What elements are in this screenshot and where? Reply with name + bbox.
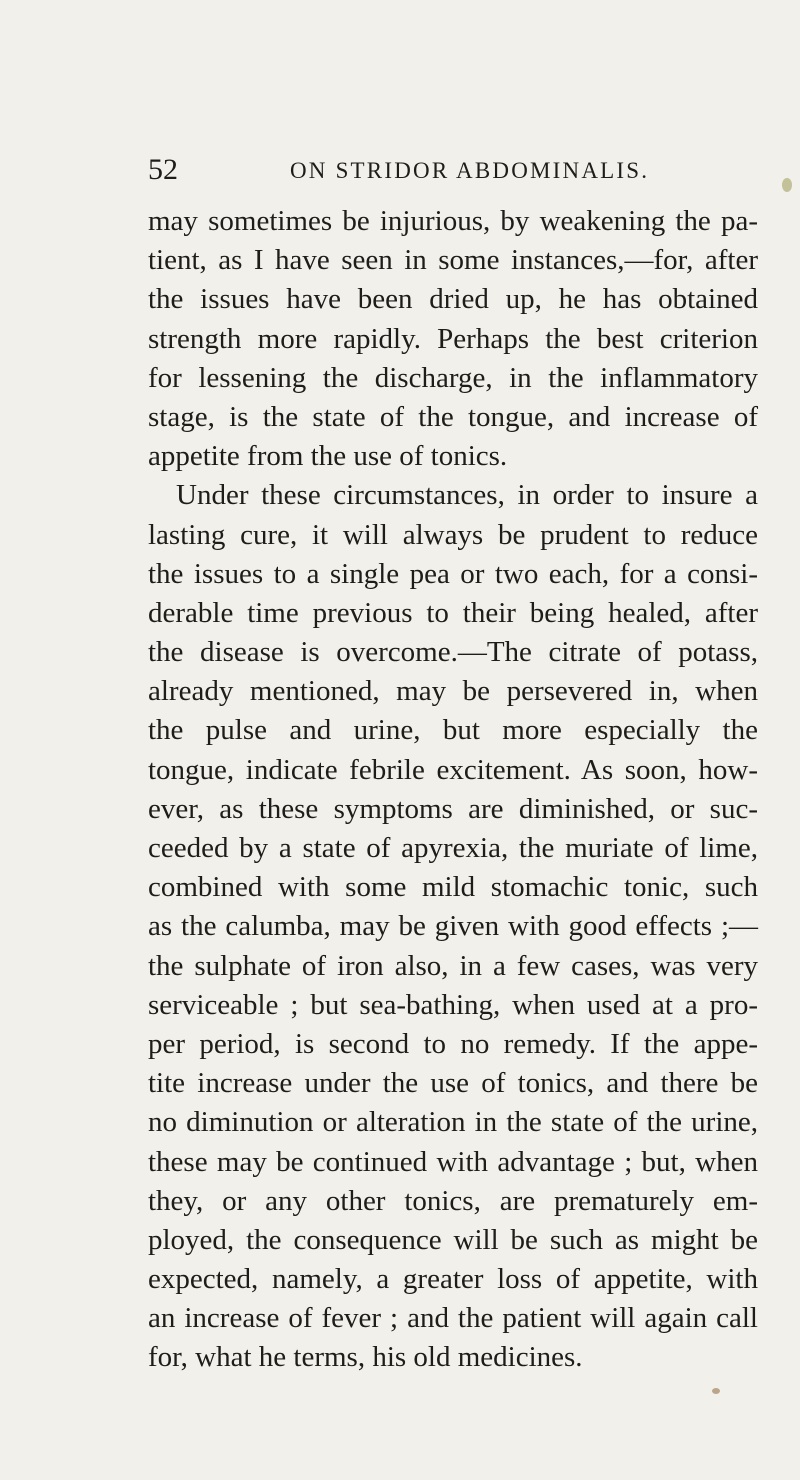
text-line: appetite from the use of tonics.	[148, 440, 508, 473]
paper-stain	[782, 178, 792, 192]
text-line: no diminution or alteration in the state of the urine,	[148, 1106, 758, 1139]
text-line: Under these circumstances, in order to insure a	[176, 479, 758, 512]
text-line: stage, is the state of the tongue, and increase of	[148, 400, 758, 433]
text-line: combined with some mild stomachic tonic, such	[148, 871, 758, 904]
text-line: the issues have been dried up, he has obtained	[148, 283, 758, 316]
text-line: the pulse and urine, but more especially the	[148, 714, 758, 747]
text-line: the issues to a single pea or two each, for a consi-	[148, 557, 758, 590]
text-line: ceeded by a state of apyrexia, the muriate of lime,	[148, 832, 758, 864]
text-line: the disease is overcome.—The citrate of potass,	[148, 636, 758, 669]
text-line: for, what he terms, his old medicines.	[148, 1341, 583, 1374]
running-head: ON STRIDOR ABDOMINALIS.	[290, 158, 650, 183]
text-line: lasting cure, it will always be prudent to reduce	[148, 518, 758, 551]
page-number: 52	[148, 153, 178, 186]
text-line: ever, as these symptoms are diminished, or suc-	[148, 792, 758, 825]
body-text	[148, 202, 758, 1378]
text-line: strength more rapidly. Perhaps the best criterion	[148, 322, 758, 355]
text-line: may sometimes be injurious, by weakening the pa-	[148, 205, 758, 237]
text-line: they, or any other tonics, are prematurely em-	[148, 1184, 758, 1217]
text-line: an increase of fever ; and the patient will again call	[148, 1302, 758, 1335]
page-header	[148, 150, 768, 190]
text-line: ployed, the consequence will be such as might be	[148, 1223, 758, 1256]
text-line: already mentioned, may be persevered in, when	[148, 675, 758, 708]
text-line: tite increase under the use of tonics, and there be	[148, 1067, 758, 1100]
text-line: as the calumba, may be given with good effects ;—	[148, 910, 758, 943]
paper-stain	[712, 1388, 720, 1394]
text-line: expected, namely, a greater loss of appetite, with	[148, 1263, 758, 1296]
text-line: these may be continued with advantage ; but, when	[148, 1145, 758, 1178]
text-line: the sulphate of iron also, in a few cases, was very	[148, 949, 758, 982]
text-line: tongue, indicate febrile excitement. As soon, how-	[148, 753, 758, 786]
text-line: for lessening the discharge, in the inflammatory	[148, 361, 758, 394]
text-line: derable time previous to their being healed, after	[148, 596, 758, 629]
text-line: tient, as I have seen in some instances,—for, after	[148, 244, 758, 277]
text-line: per period, is second to no remedy. If the appe-	[148, 1027, 758, 1060]
text-line: serviceable ; but sea-bathing, when used at a pro-	[148, 988, 758, 1021]
